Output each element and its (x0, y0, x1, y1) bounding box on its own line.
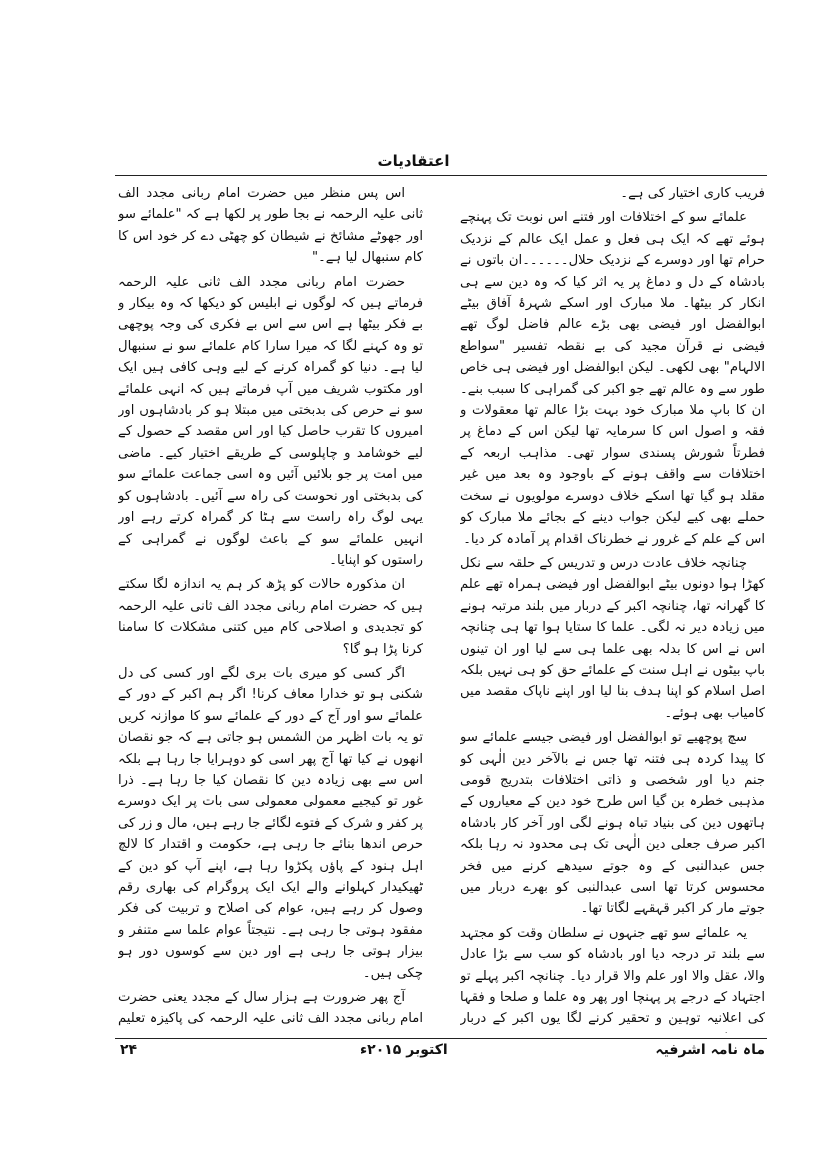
footer-magazine-name: ماہ نامہ اشرفیہ (655, 1042, 765, 1058)
footer-date: اکتوبر ۲۰۱۵ء (360, 1042, 448, 1058)
paragraph: حضرت امام ربانی مجدد الف ثانی علیہ الرحمہ فرماتے ہیں کہ لوگوں نے ابلیس کو دیکھا کہ وہ بیکار و بے فکر بیٹھا ہے اس سے اس بے فکری کی وجہ پوچھی تو وہ کہنے لگا کہ میرا سارا کام علمائے سو نے سنبھال لیا ہے۔ دنیا کو گمراہ کرنے کے لیے وہی کافی ہیں ایک اور مکتوب شریف میں آپ فرماتے ہیں کہ انہی علمائے سو نے حرص کی بدبختی میں مبتلا ہو کر بادشاہوں اور امیروں کا تقرب حاصل کیا اور اس مقصد کے حصول کے لیے خوشامد و چاپلوسی کے طریقے اختیار کیے۔ ماضی میں امت پر جو بلائیں آئیں وہ اسی جماعت علمائے سو کی بدبختی اور نحوست کی راہ سے آئیں۔ بادشاہوں کو یہی لوگ راہ راست سے ہٹا کر گمراہ کرتے رہے اور انہیں علمائے سو کے باعث لوگوں نے گمراہی کے راستوں کو اپنایا۔ (118, 274, 423, 568)
paragraph: آج پھر ضرورت ہے ہزار سال کے مجدد یعنی حضرت امام ربانی مجدد الف ثانی علیہ الرحمہ کی پاکیزہ تعلیم (118, 990, 423, 1027)
paragraph: چنانچہ خلاف عادت درس و تدریس کے حلقہ سے نکل کھڑا ہوا دونوں بیٹے ابوالفضل اور فیضی ہمراہ تھے علم کا گھرانہ تھا، چنانچہ اکبر کے دربار میں بلند مرتبہ ہونے میں زیادہ دیر نہ لگی۔ علما کا ستایا ہوا تھا ہی چنانچہ اس نے اس کا بدلہ بھی علما ہی سے لیا اور ان تینوں باپ بیٹوں نے اہل سنت کے علمائے حق کو ہی نہیں بلکہ اصل اسلام کو اپنا ہدف بنا لیا اور اپنے ناپاک مقصد میں کامیاب بھی ہوئے۔ (460, 555, 765, 721)
footer-rule (115, 1038, 767, 1039)
paragraph: فریب کاری اختیار کی ہے۔ (620, 186, 765, 201)
paragraph: یہ علمائے سو تھے جنہوں نے سلطان وقت کو مجتہد سے بلند تر درجہ دیا اور بادشاہ کو سب سے بڑا عادل والا، عقل والا اور علم والا قرار دیا۔ چنانچہ اکبر پہلے تو اجتہاد کے درجے پر پہنچا اور پھر وہ علما و صلحا و فقہا کی اعلانیہ توہین و تحقیر کرنے لگا یوں اکبر کے دربار (460, 925, 765, 1027)
paragraph: اس پس منظر میں حضرت امام ربانی مجدد الف ثانی علیہ الرحمہ نے بجا طور پر لکھا ہے کہ "علمائے سو اور جھوٹے مشائخ نے شیطان کو چھٹی دے کر خود اس کا کام سنبھال لیا ہے۔" (118, 186, 423, 266)
paragraph: سچ پوچھیے تو ابوالفضل اور فیضی جیسے علمائے سو کا پیدا کردہ ہی فتنہ تھا جس نے بالآخر دین الٰہی کو جنم دیا اور شخصی و ذاتی اختلافات بتدریج قومی مذہبی خطرہ بن گیا اس طرح خود دین کے معیاروں کے ہاتھوں دین کی بنیاد تباہ ہونے لگی اور آخر کار بادشاہ اکبر صرف جعلی دین الٰہی تک ہی محدود نہ رہا بلکہ جس عبدالنبی کے وہ جوتے سیدھے کرنے میں فخر محسوس کرتا تھا اسی عبدالنبی کو بھرے دربار میں جوتے مار کر اکبر قہقہے لگاتا تھا۔ (460, 730, 765, 917)
right-column (460, 183, 765, 1033)
paragraph: اگر کسی کو میری بات بری لگے اور کسی کی دل شکنی ہو تو خدارا معاف کرنا! اگر ہم اکبر کے دور کے علمائے سو اور آج کے دور کے علمائے سو کا موازنہ کریں تو یہ بات اظہر من الشمس ہو جاتی ہے کہ جو نقصان انھوں نے کیا تھا آج پھر اسی کو دوہرایا جا رہا ہے بلکہ اس سے بھی زیادہ دین کا نقصان کیا جا رہا ہے۔ ذرا غور تو کیجیے معمولی معمولی سی بات پر ایک دوسرے پر کفر و شرک کے فتوے لگائے جا رہے ہیں، مال و زر کی حرص اندھا بنائے جا رہی ہے، حکومت و اقتدار کا لالچ اہل ہنود کے پاؤں پکڑوا رہا ہے، اپنے آپ کو دین کے ٹھیکیدار کہلوانے والے ایک ایک پروگرام کی بھاری رقم وصول کر رہے ہیں، عوام کی اصلاح و تربیت کی فکر مفقود ہوتی جا رہی ہے۔ نتیجتاً عوام علما سے متنفر و بیزار ہوتی جا رہی ہے اور دین سے کوسوں دور ہو چکی ہیں۔ (118, 665, 423, 981)
page-header-title: اعتقادیات (377, 152, 450, 170)
page-number: ۲۴ (120, 1042, 138, 1058)
left-column (118, 183, 423, 1033)
paragraph: علمائے سو کے اختلافات اور فتنے اس نوبت تک پہنچے ہوئے تھے کہ ایک ہی فعل و عمل ایک عالم کے نزدیک حرام تھا اور دوسرے کے نزدیک حلال۔۔۔۔۔۔ان باتوں نے بادشاہ کے دل و دماغ پر یہ اثر کیا کہ وہ دین سے ہی انکار کر بیٹھا۔ ملا مبارک اور اسکے شہرۂ آفاق بیٹے ابوالفضل اور فیضی بھی بڑے عالم فاضل لوگ تھے فیضی نے قرآن مجید کی بے نقطہ تفسیر "سواطع الالہام" بھی لکھی۔ لیکن ابوالفضل اور فیضی ہی خاص طور سے وہ عالم تھے جو اکبر کی گمراہی کا سبب بنے۔ ان کا باپ ملا مبارک خود بہت بڑا عالم تھا معقولات و فقہ و اصول اس کا سرمایہ تھا لیکن اس کے دماغ پر فطرتاً شورش پسندی سوار تھی۔ مذاہب اربعہ کے اختلافات سے واقف ہونے کے باوجود وہ بعد میں غیر مقلد ہو گیا تھا اسکے خلاف دوسرے مولویوں نے سخت حملے بھی کیے لیکن جواب دینے کے بجائے ملا مبارک کو اس کے علم کے غرور نے خطرناک اقدام پر آمادہ کر دیا۔ (460, 210, 765, 547)
paragraph: ان مذکورہ حالات کو پڑھ کر ہم یہ اندازہ لگا سکتے ہیں کہ حضرت امام ربانی مجدد الف ثانی علیہ الرحمہ کو تجدیدی و اصلاحی کام میں کتنی مشکلات کا سامنا کرنا پڑا ہو گا؟ (118, 577, 423, 657)
header-rule (115, 175, 767, 176)
